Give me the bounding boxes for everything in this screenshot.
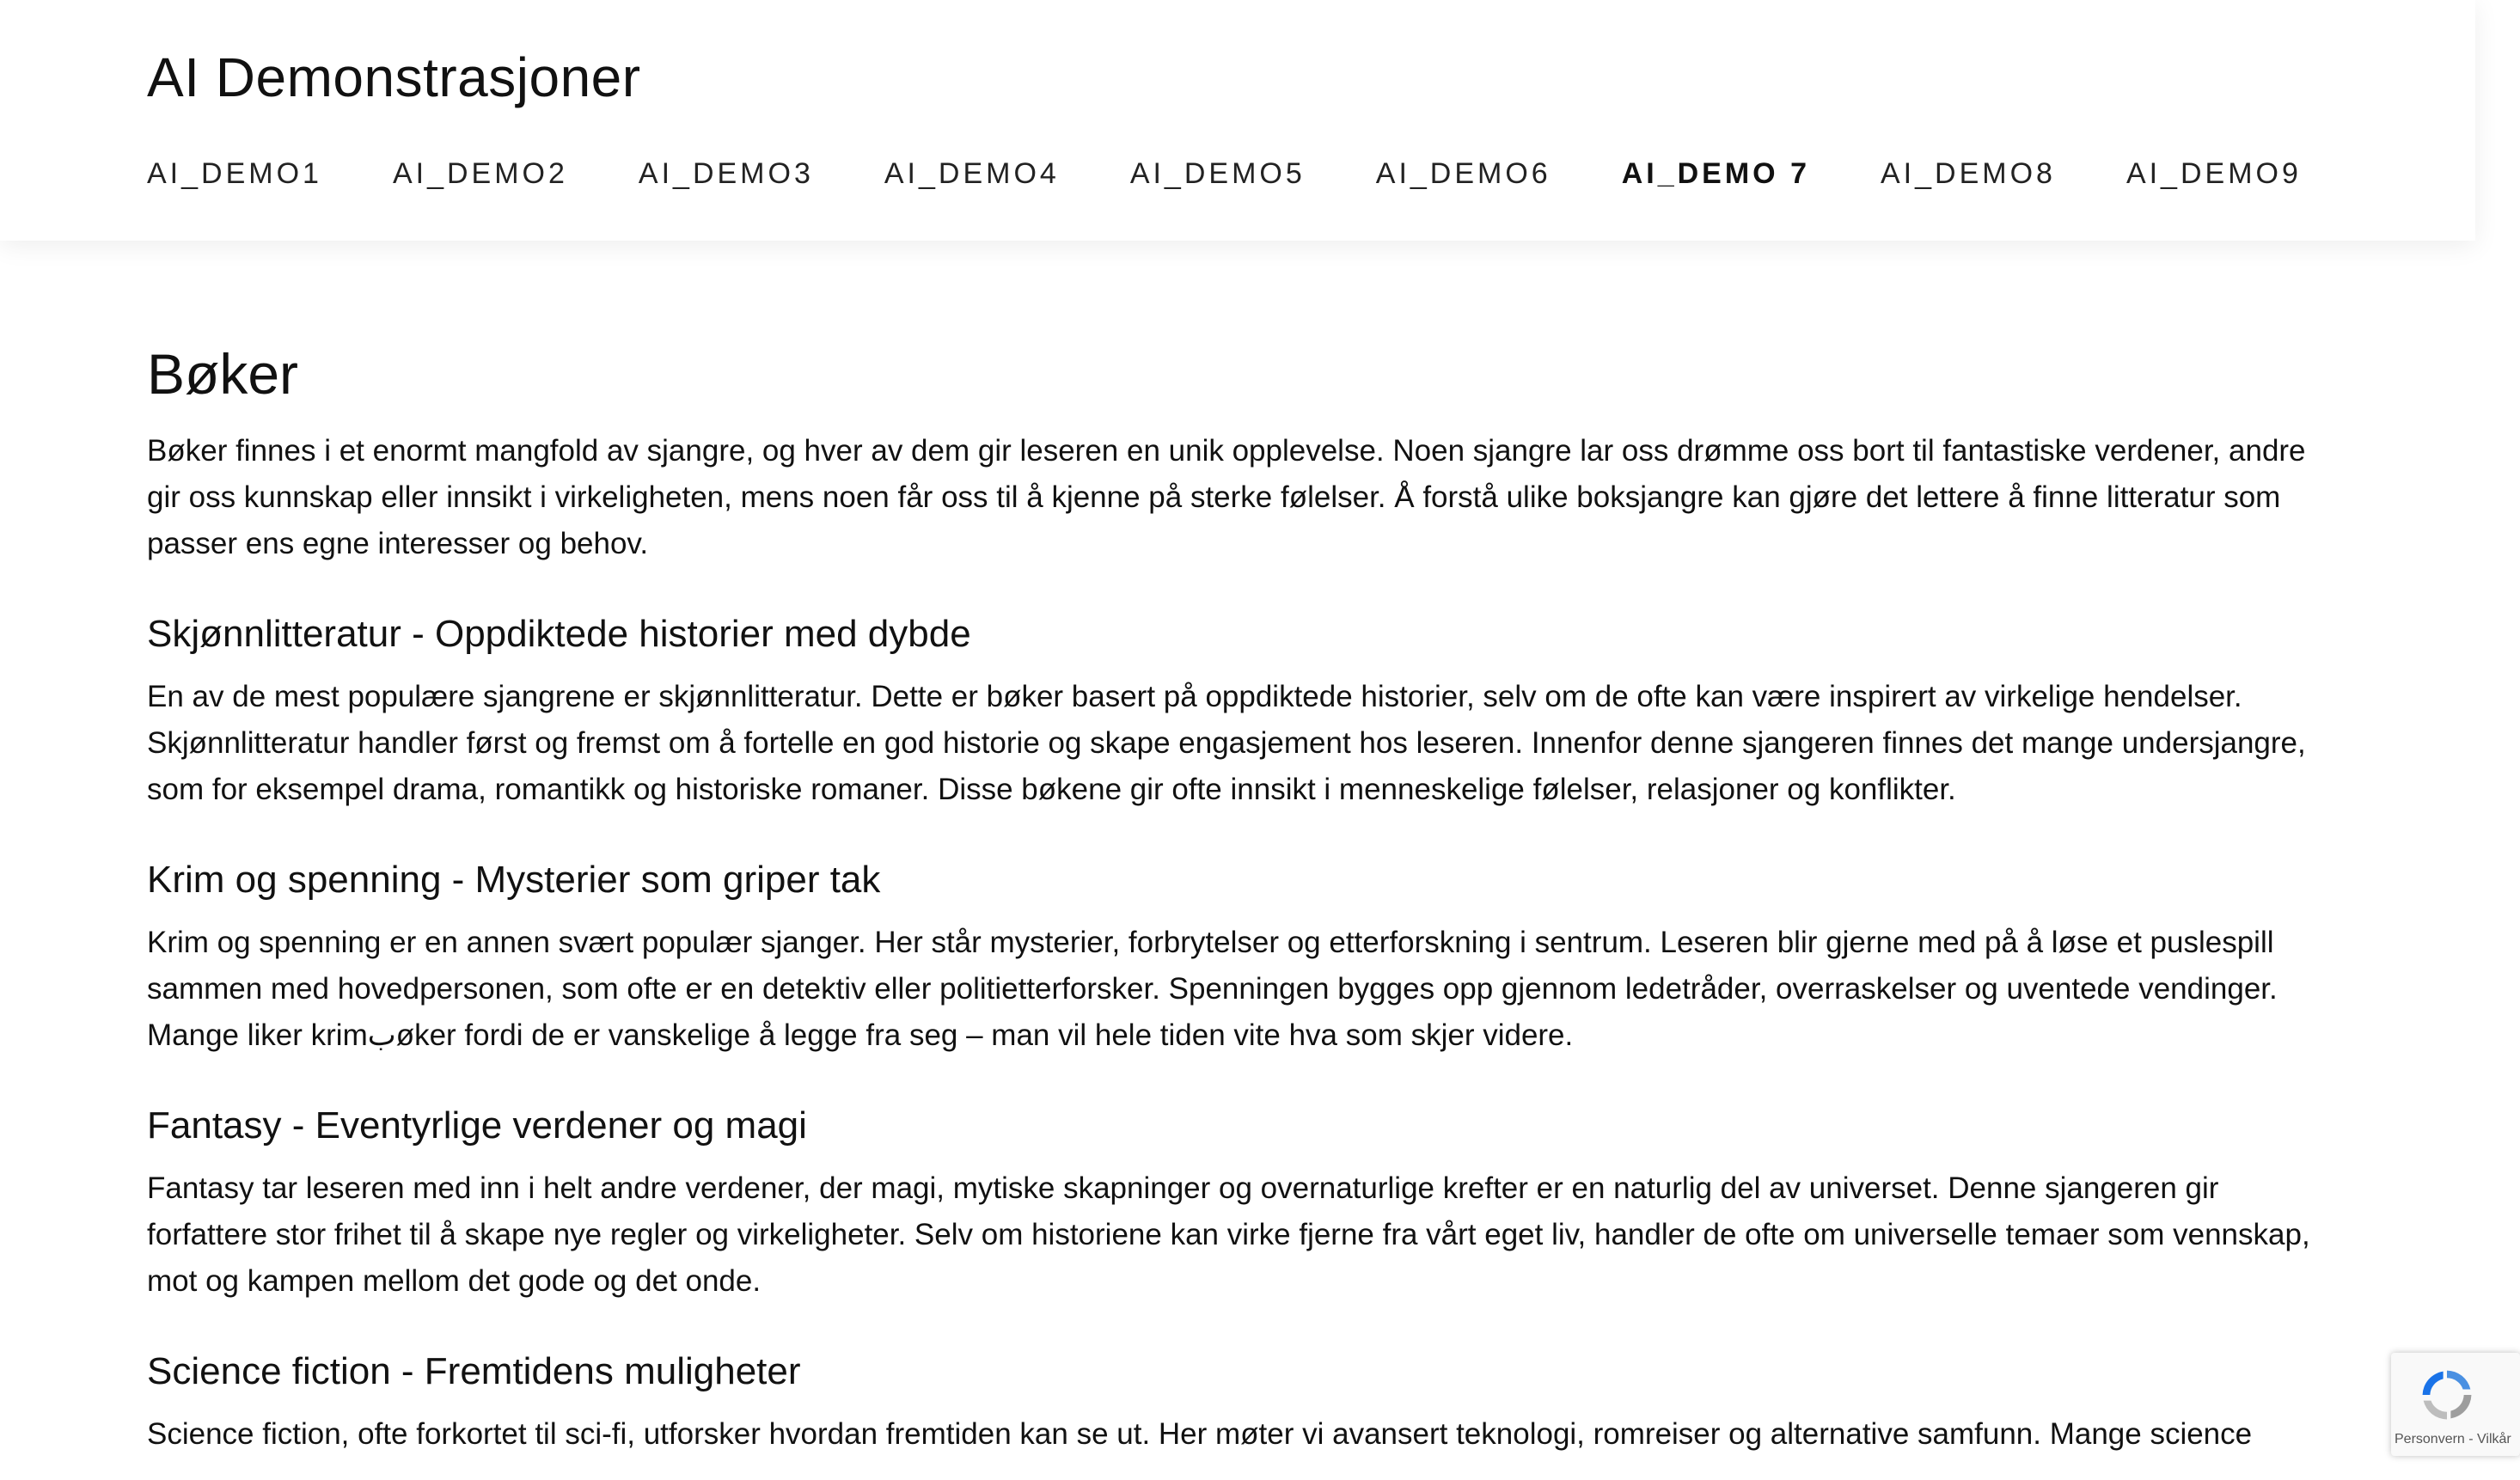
section-heading-skjonnlitteratur: Skjønnlitteratur - Oppdiktede historier med dybde xyxy=(147,613,971,655)
nav-item-ai-demo9[interactable]: AI_DEMO9 xyxy=(2125,157,2302,190)
nav-item-ai-demo1[interactable]: AI_DEMO1 xyxy=(147,157,322,190)
nav-item-ai-demo4[interactable]: AI_DEMO4 xyxy=(884,157,1060,190)
section-text-science-fiction: Science fiction, ofte forkortet til sci-fi, utforsker hvordan fremtiden kan se ut. Her møter vi avansert teknologi, romreiser og alternative samfunn. Mange science xyxy=(147,1417,2253,1451)
recaptcha-privacy-link[interactable]: Personvern - Vilkår xyxy=(2395,1432,2511,1446)
section-heading-science-fiction: Science fiction - Fremtidens muligheter xyxy=(147,1350,801,1392)
nav-item-ai-demo7[interactable]: AI_DEMO 7 xyxy=(1621,157,1810,190)
nav-item-ai-demo6[interactable]: AI_DEMO6 xyxy=(1375,157,1551,190)
page-title: Bøker xyxy=(147,342,299,406)
section-heading-krim: Krim og spenning - Mysterier som griper tak xyxy=(147,859,881,901)
nav-item-ai-demo2[interactable]: AI_DEMO2 xyxy=(392,157,568,190)
section-text-skjonnlitteratur: En av de mest populære sjangrene er skjønnlitteratur. Dette er bøker basert på oppdiktede historier, selv om de ofte kan være inspirert av virkelige hendelser. Skjønnlitteratur handler først og fremst om å fortelle en god historie og skape engasjement hos leseren. Innenfor denne sjangeren finnes det mange undersjangre, som for eksempel drama, romantikk og historiske romaner. Disse bøkene gir ofte innsikt i menneskelige følelser, relasjoner og konflikter. xyxy=(147,680,2306,806)
nav-item-ai-demo5[interactable]: AI_DEMO5 xyxy=(1129,157,1306,190)
main-content xyxy=(147,335,2321,1458)
site-header xyxy=(0,0,2475,241)
main-nav xyxy=(147,153,2372,194)
intro-paragraph: Bøker finnes i et enormt mangfold av sjangre, og hver av dem gir leseren en unik opplevelse. Noen sjangre lar oss drømme oss bort til fantastiske verdener, andre gir oss kunnskap eller innsikt i virkeligheten, mens noen får oss til å kjenne på sterke følelser. Å forstå ulike boksjangre kan gjøre det lettere å finne litteratur som passer ens egne interesser og behov. xyxy=(147,434,2306,560)
recaptcha-badge[interactable] xyxy=(2391,1353,2520,1456)
section-heading-fantasy: Fantasy - Eventyrlige verdener og magi xyxy=(147,1104,807,1147)
section-text-krim: Krim og spenning er en annen svært populær sjanger. Her står mysterier, forbrytelser og etterforskning i sentrum. Leseren blir gjerne med på å løse et puslespill sammen med hovedpersonen, som ofte er en detektiv eller politietterforsker. Spenningen bygges opp gjennom ledetråder, overraskelser og uventede vendinger. Mange liker krimبøker fordi de er vanskelige å legge fra seg – man vil hele tiden vite hva som skjer videre. xyxy=(147,926,2278,1052)
recaptcha-icon xyxy=(2417,1365,2477,1425)
nav-item-ai-demo3[interactable]: AI_DEMO3 xyxy=(638,157,814,190)
section-text-fantasy: Fantasy tar leseren med inn i helt andre verdener, der magi, mytiske skapninger og overnaturlige krefter er en naturlig del av universet. Denne sjangeren gir forfattere stor frihet til å skape nye regler og virkeligheter. Selv om historiene kan virke fjerne fra vårt eget liv, handler de ofte om universelle temaer som vennskap, mot og kampen mellom det gode og det onde. xyxy=(147,1171,2310,1298)
nav-item-ai-demo8[interactable]: AI_DEMO8 xyxy=(1880,157,2056,190)
site-title[interactable]: AI Demonstrasjoner xyxy=(147,46,641,108)
